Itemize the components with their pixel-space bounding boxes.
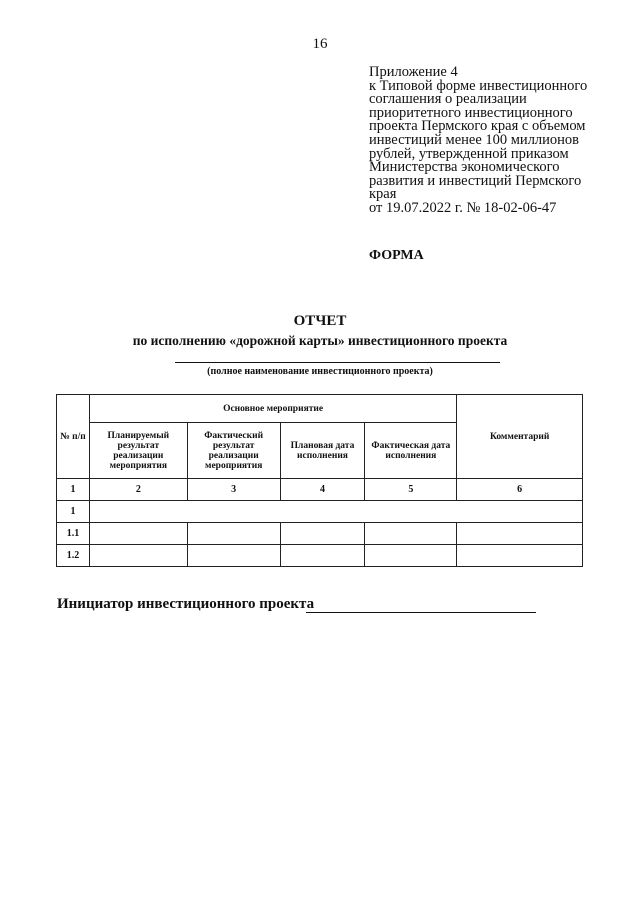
appendix-line: приоритетного инвестиционного	[369, 104, 573, 121]
header-actual-result: Фактический результат реализации мероприятия	[187, 423, 280, 479]
column-number: 3	[187, 479, 280, 501]
table-cell	[280, 523, 365, 545]
project-name-line	[175, 362, 500, 363]
table-cell	[457, 545, 583, 567]
row-main-activity-cell	[89, 501, 582, 523]
table-cell	[89, 523, 187, 545]
appendix-block	[369, 66, 619, 216]
appendix-line: от 19.07.2022 г. № 18-02-06-47	[369, 199, 557, 216]
table-header-row	[57, 395, 583, 423]
appendix-line: рублей, утвержденной приказом	[369, 145, 569, 162]
initiator-label: Инициатор инвестиционного проекта	[57, 596, 315, 612]
header-planned-date: Плановая дата исполнения	[280, 423, 365, 479]
table-row	[57, 523, 583, 545]
appendix-line: соглашения о реализации	[369, 91, 527, 108]
column-number: 5	[365, 479, 457, 501]
appendix-line: развития и инвестиций Пермского	[369, 172, 582, 189]
appendix-line: инвестиций менее 100 миллионов	[369, 131, 580, 148]
report-subtitle: по исполнению «дорожной карты» инвестиционного проекта	[132, 333, 508, 348]
header-actual-date: Фактическая дата исполнения	[365, 423, 457, 479]
report-title: ОТЧЕТ	[293, 313, 347, 329]
project-name-caption: (полное наименование инвестиционного проекта)	[207, 366, 433, 377]
roadmap-table	[56, 394, 583, 567]
appendix-line: края	[369, 186, 397, 203]
appendix-line: проекта Пермского края с объемом	[369, 118, 586, 135]
column-number: 6	[457, 479, 583, 501]
appendix-line: к Типовой форме инвестиционного	[369, 77, 588, 94]
table-cell	[89, 545, 187, 567]
header-planned-result: Планируемый результат реализации мероприятия	[89, 423, 187, 479]
table-cell	[187, 523, 280, 545]
row-number: 1	[57, 501, 90, 523]
table-cell	[187, 545, 280, 567]
column-number: 2	[89, 479, 187, 501]
column-number: 4	[280, 479, 365, 501]
row-number: 1.1	[57, 523, 90, 545]
appendix-line: Министерства экономического	[369, 159, 560, 176]
initiator-signature-line	[306, 612, 536, 613]
column-number-row	[57, 479, 583, 501]
table-cell	[280, 545, 365, 567]
table-cell	[365, 545, 457, 567]
column-number: 1	[57, 479, 90, 501]
header-main-activity: Основное мероприятие	[89, 395, 456, 423]
table-cell	[457, 523, 583, 545]
table-row	[57, 545, 583, 567]
table-cell	[365, 523, 457, 545]
appendix-line: Приложение 4	[369, 64, 458, 80]
row-number: 1.2	[57, 545, 90, 567]
forma-label: ФОРМА	[369, 248, 424, 263]
header-num: № п/п	[57, 395, 90, 479]
page-number: 16	[312, 36, 328, 52]
header-comment: Комментарий	[457, 395, 583, 479]
table-row	[57, 501, 583, 523]
